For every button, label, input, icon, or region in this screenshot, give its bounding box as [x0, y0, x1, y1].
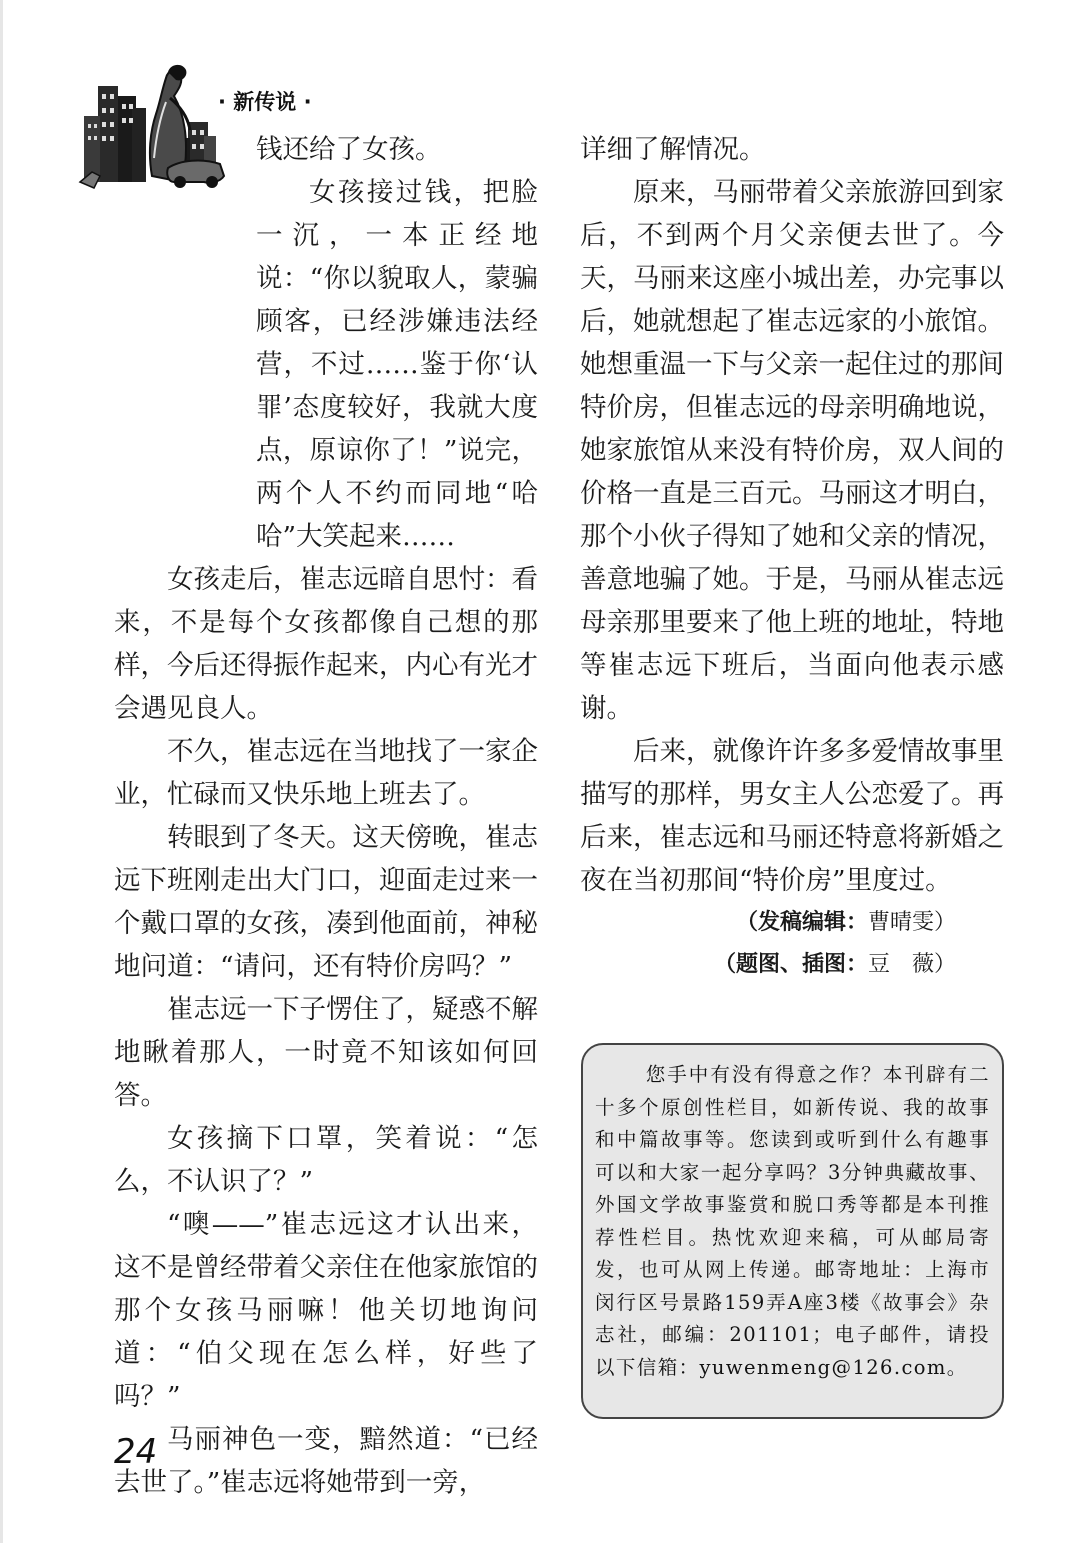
article-paragraph: 详细了解情况。	[580, 134, 766, 165]
editor-credit-label: （发稿编辑：	[735, 910, 868, 935]
editor-credit-value: 曹晴雯）	[867, 910, 956, 935]
article-paragraph: 后来，就像许许多多爱情故事里描写的那样，男女主人公恋爱了。再后来，崔志远和马丽还特意将新婚之夜在当初那间“特价房”里度过。	[580, 736, 1004, 896]
article-paragraph: 马丽神色一变，黯然道：“已经去世了。”崔志远将她带到一旁，	[114, 1424, 538, 1498]
article-paragraph: 钱还给了女孩。	[256, 134, 442, 165]
article-paragraph: 女孩走后，崔志远暗自思忖：看来，不是每个女孩都像自己想的那样，今后还得振作起来，内心有光才会遇见良人。	[114, 564, 538, 724]
article-paragraph: 女孩摘下口罩，笑着说：“怎么，不认识了？”	[114, 1123, 538, 1197]
illustrator-credit	[580, 944, 1004, 986]
illustrator-credit-value: 豆 薇）	[867, 952, 956, 977]
article-paragraph: 崔志远一下子愣住了，疑惑不解地瞅着那人，一时竟不知该如何回答。	[114, 994, 538, 1111]
page-number: 24	[114, 1432, 158, 1472]
article-paragraph: 不久，崔志远在当地找了一家企业，忙碌而又快乐地上班去了。	[114, 736, 538, 810]
editor-credit	[580, 902, 1004, 944]
article-paragraph: 原来，马丽带着父亲旅游回到家后，不到两个月父亲便去世了。今天，马丽来这座小城出差，办完事以后，她就想起了崔志远家的小旅馆。她想重温一下与父亲一起住过的那间特价房，但崔志远的母亲明确地说，她家旅馆从来没有特价房，双人间的价格一直是三百元。马丽这才明白，那个小伙子得知了她和父亲的情况，善意地骗了她。于是，马丽从崔志远母亲那里要来了他上班的地址，特地等崔志远下班后，当面向他表示感谢。	[580, 177, 1004, 724]
article-right-column	[580, 128, 1004, 986]
article-paragraph: 女孩接过钱，把脸一沉，一本正经地说：“你以貌取人，蒙骗顾客，已经涉嫌违法经营，不过……鉴于你‘认罪’态度较好，我就大度点，原谅你了！”说完，两个人不约而同地“哈哈”大笑起来……	[256, 177, 538, 552]
article-paragraph: “噢——”崔志远这才认出来，这不是曾经带着父亲住在他家旅馆的那个女孩马丽嘛！他关切地询问道：“伯父现在怎么样，好些了吗？”	[114, 1209, 538, 1412]
column-tag: · 新传说 ·	[218, 90, 312, 114]
submission-notice-box	[581, 1043, 1004, 1419]
article-paragraph: 转眼到了冬天。这天傍晚，崔志远下班刚走出大门口，迎面走过来一个戴口罩的女孩，凑到他面前，神秘地问道：“请问，还有特价房吗？”	[114, 822, 538, 982]
article-left-column	[114, 128, 538, 1504]
submission-notice-text: 您手中有没有得意之作？本刊辟有二十多个原创性栏目，如新传说、我的故事和中篇故事等。您读到或听到什么有趣事可以和大家一起分享吗？3分钟典藏故事、外国文学故事鉴赏和脱口秀等都是本刊推荐性栏目。热忱欢迎来稿，可从邮局寄发，也可从网上传递。邮寄地址：上海市闵行区号景路159弄A座3楼《故事会》杂志社，邮编：201101；电子邮件，请投以下信箱：yuwenmeng@126.com。	[595, 1063, 990, 1379]
illustrator-credit-label: （题图、插图：	[713, 952, 868, 977]
